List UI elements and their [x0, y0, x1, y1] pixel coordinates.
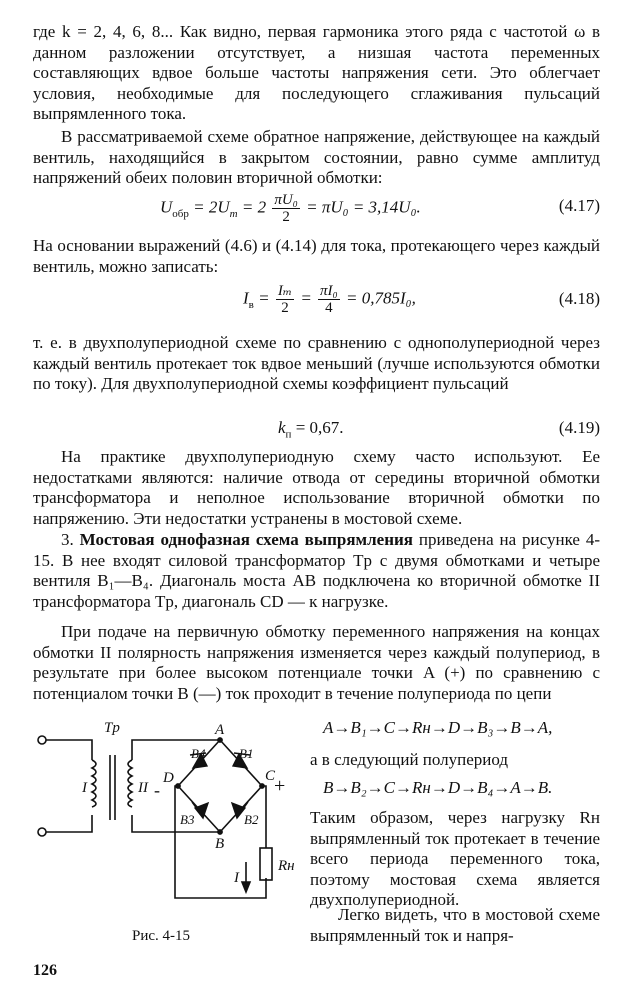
- label-diode-b1: B1: [239, 746, 254, 761]
- label-node-a: A: [215, 722, 225, 738]
- label-plus: +: [274, 775, 286, 797]
- primary-winding: [92, 760, 96, 807]
- current-path-first-half: A→B₁→C→Rн→D→B₃→B→A,: [323, 718, 553, 737]
- label-diode-b3: B3: [180, 812, 195, 827]
- equation-4-18: $I_в$ = $\frac{\text{Iₘ}}{2}$ = $\frac{\text{πI₀}}{4}$ = 0,785I₀,: [243, 283, 416, 316]
- label-primary: I: [82, 780, 87, 796]
- input-terminal-top: [38, 736, 46, 744]
- label-transformer: Tp: [104, 720, 120, 736]
- paragraph-bridge-intro: 3. Мостовая однофазная схема выпрямления приведена на рисунке 4-15. В нее входят силовой трансформатор Tp с двумя обмотками и четыре вентиля B₁—B₄. Диагональ моста AB подключена ко вторичной обмотке II трансформатора Tp, диагональ CD — к нагрузке.: [33, 530, 600, 611]
- paragraph-drawbacks: На практике двухполупериодную схему часто используют. Ее недостатками являются: наличие отвода от середины вторичной обмотки трансформатора и неполное использование вторичной обмотки по напряжению. Эти недостатки устранены в мостовой схеме.: [33, 447, 600, 528]
- label-current: I: [234, 870, 239, 886]
- equation-4-17: $U_{обр} = 2U_m = 2$ $\frac{\text{πU₀}}{2}$ = πU₀ = 3,14U₀.: [160, 192, 421, 225]
- paragraph-current-formula-intro: На основании выражений (4.6) и (4.14) для тока, протекающего через каждый вентиль, можно записать:: [33, 236, 600, 276]
- paragraph-polarity: При подаче на первичную обмотку переменного напряжения на концах обмотки II полярность напряжения изменяется через каждый полупериод, в результате при более высоком потенциале точки A (+) по сравнению с потенциалом точки B (—) ток проходит в течение полупериода по цепи: [33, 622, 600, 703]
- label-node-c: C: [265, 768, 276, 784]
- bridge-rectifier-diagram: [30, 720, 300, 920]
- label-diode-b2: B2: [244, 812, 259, 827]
- paragraph-comparison: т. е. в двухполупериодной схеме по сравнению с однополупериодной через каждый вентиль протекает ток вдвое меньший (лучше используются обмотки по току). Для двухполупериодной схемы коэффициент пульсаций: [33, 333, 600, 393]
- secondary-winding: [128, 760, 132, 807]
- paragraph-harmonics: где k = 2, 4, 6, 8... Как видно, первая гармоника этого ряда с частотой ω в данном разложении отсутствует, а низшая частота переменных составляющих вдвое больше частоты напряжения сети. Это облегчает условия, необходимые для последующего сглаживания пульсаций выпрямленного тока.: [33, 22, 600, 123]
- bridge-heading: Мостовая однофазная схема выпрямления: [79, 530, 413, 549]
- equation-number-4-19: (4.19): [558, 418, 600, 437]
- paragraph-conclusion: Таким образом, через нагрузку Rн выпрямленный ток протекает в течение всего периода переменного тока, поэтому мостовая схема является двухполупериодной.: [310, 808, 600, 909]
- page-number: 126: [33, 962, 57, 979]
- figure-caption: Рис. 4-15: [132, 928, 191, 944]
- paragraph-continued: Легко видеть, что в мостовой схеме выпрямленный ток и напря-: [310, 905, 600, 945]
- equation-number-4-18: (4.18): [558, 289, 600, 308]
- label-diode-b4: B4: [191, 746, 206, 761]
- input-terminal-bottom: [38, 828, 46, 836]
- current-path-second-half: B→B₂→C→Rн→D→B₄→A→B.: [323, 778, 553, 797]
- text-next-half-period: а в следующий полупериод: [310, 750, 509, 769]
- label-node-b: B: [215, 836, 225, 852]
- label-minus: -: [154, 780, 160, 800]
- equation-number-4-17: (4.17): [558, 196, 600, 215]
- load-resistor: [260, 848, 272, 880]
- label-node-d: D: [163, 770, 174, 786]
- label-secondary: II: [138, 780, 148, 796]
- paragraph-reverse-voltage: В рассматриваемой схеме обратное напряжение, действующее на каждый вентиль, находящийся в закрытом состоянии, равно сумме амплитуд напряжений обеих половин вторичной обмотки:: [33, 127, 600, 187]
- equation-4-19: $k_п = 0,67$.: [278, 418, 344, 441]
- label-load-resistor: Rн: [278, 858, 295, 874]
